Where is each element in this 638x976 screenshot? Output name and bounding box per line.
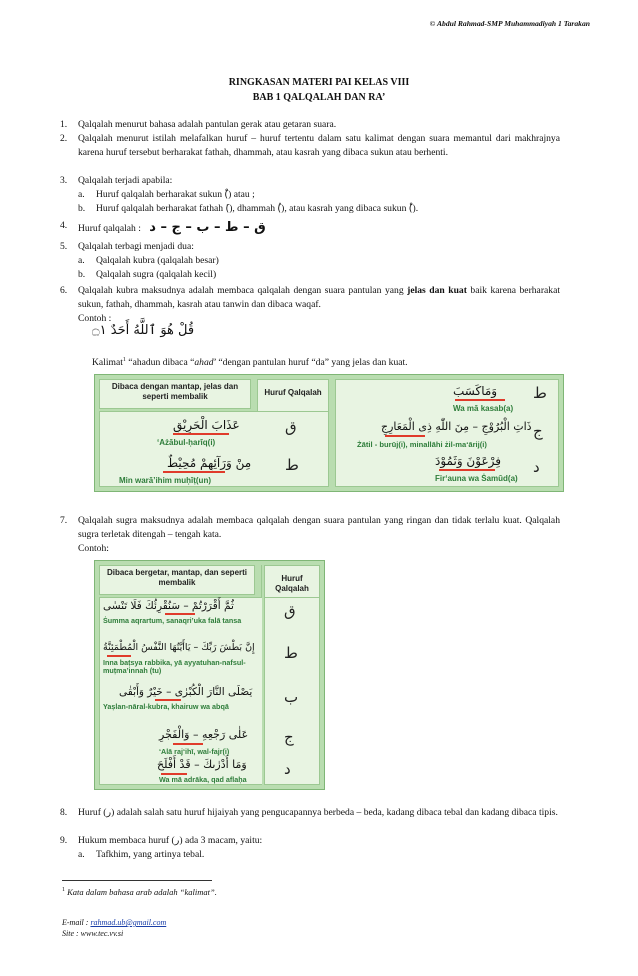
- ayah-latin: Wa mā kasab(a): [453, 404, 514, 413]
- qalqalah-underline: [165, 613, 195, 615]
- page-header: © Abdul Rahmad-SMP Muhammadiyah 1 Tarakan: [429, 19, 590, 28]
- emphasis-text: jelas dan kuat: [407, 285, 467, 296]
- table-head-right: Huruf Qalqalah: [264, 565, 320, 599]
- table-letter: ج: [284, 728, 294, 746]
- sub-item-a: a. Qalqalah kubra (qalqalah besar): [78, 254, 219, 266]
- qalqalah-underline: [163, 471, 225, 473]
- qalqalah-underline: [173, 743, 203, 745]
- qalqalah-underline: [107, 655, 131, 657]
- qalqalah-underline: [385, 435, 425, 437]
- ayah-latin: Min warā’ihim muḥīṭ(un): [119, 476, 211, 485]
- ayah-latin: ‘Ażābul-ḥarīq(i): [157, 438, 216, 447]
- item-number: 3.: [60, 175, 68, 186]
- site-link[interactable]: www.tec.vv.si: [80, 928, 124, 938]
- ayah-latin: Ṡumma aqrartum, sanaqri’uka falā tansa: [103, 616, 242, 625]
- item-text: Huruf qalqalah :: [78, 223, 141, 234]
- table-head-right: Huruf Qalqalah: [257, 379, 329, 413]
- footnote-divider: [62, 880, 212, 881]
- footnote: $^1$ Kata dalam bahasa arab adalah “kalimat”.: [62, 887, 217, 897]
- qalqalah-sugra-letter-column: [262, 560, 325, 790]
- contoh-label: Contoh:: [78, 542, 109, 554]
- ayah-arabic: مِنْ وَرَآئِهِمْ مُحِيْطٌ: [167, 456, 252, 470]
- sub-item-b: b. Huruf qalqalah berharakat fathah (َ), dhammah (ُ), atau kasrah yang dibaca sukun (ْ).: [78, 202, 419, 214]
- item-1: [60, 118, 560, 132]
- example-note: Kalimat$^1$ “ahadun dibaca “ahad’ “dengan pantulan huruf “da” yang jelas dan kuat.: [92, 357, 408, 369]
- ayah-arabic: فِرْعَوْنَ وَثَمُوْدَ: [435, 454, 501, 468]
- qalqalah-underline: [173, 433, 229, 435]
- example-ayah: قُلْ هُوَ ٱللَّهُ أَحَدٌ ۝١: [92, 323, 195, 338]
- item-text: Huruf (ر) adalah salah satu huruf hijaiyah yang pengucapannya berbeda – beda, kadang dibaca tebal dan kadang dibaca tipis.: [78, 807, 558, 818]
- qalqalah-sugra-table: [94, 560, 276, 790]
- sub-item-a: a. Tafkhim, yang artinya tebal.: [78, 848, 205, 860]
- page-title: [0, 76, 638, 105]
- table-letter: ق: [284, 602, 296, 620]
- ayah-latin: Fir‘auna wa Ṡamūd(a): [435, 474, 518, 483]
- ayah-arabic: يَصْلَى النَّارَ الْكُبْرٰى – خَيْرٌ وَأَبْقٰى: [119, 686, 253, 698]
- ayah-latin: Wa mā adrāka, qad aflaḥa: [159, 775, 247, 784]
- ayah-arabic: ذَاتِ الْبُرُوْجِ – مِنَ اللّٰهِ ذِى الْمَعَارِجِ: [381, 420, 532, 433]
- table-letter: ج: [533, 422, 543, 440]
- item-number: 4.: [60, 220, 68, 231]
- item-3: [60, 174, 560, 216]
- table-head-left: Dibaca dengan mantap, jelas dan seperti membalik: [99, 379, 251, 409]
- ayah-arabic: عَلٰى رَجْعِهِ – وَالْفَجْرِ: [159, 728, 249, 741]
- item-6: [60, 284, 560, 326]
- item-text: Qalqalah terbagi menjadi dua:: [78, 241, 194, 252]
- item-9: [60, 834, 560, 862]
- email-link[interactable]: rahmad.ub@gmail.com: [90, 918, 167, 927]
- page-footer: [62, 918, 166, 940]
- table-letter: ط: [533, 384, 547, 402]
- ayah-latin: Żātil - burūj(i), minallāhi żil-ma‘ārij(i): [357, 440, 487, 449]
- footer-email: E-mail : rahmad.ub@gmail.com: [62, 918, 167, 927]
- item-text: Qalqalah kubra maksudnya adalah membaca qalqalah dengan suara pantulan yang: [78, 285, 408, 296]
- item-number: 6.: [60, 285, 68, 296]
- table-letter: ب: [284, 688, 299, 706]
- qalqalah-underline: [455, 399, 505, 401]
- table-letter: ط: [285, 456, 299, 474]
- item-number: 1.: [60, 119, 68, 130]
- footer-site: Site : www.tec.vv.si: [62, 928, 124, 938]
- item-text: Qalqalah menurut bahasa adalah pantulan gerak atau getaran suara.: [78, 119, 337, 130]
- ayah-latin: ‘Alā raj‘ihī, wal-fajr(i): [159, 747, 230, 756]
- ayah-latin: Inna baṭsya rabbika, yā ayyatuhan-nafsul-muṭma’innah (tu): [103, 658, 246, 676]
- contoh-label: Contoh :: [78, 312, 112, 324]
- table-letter: د: [284, 760, 291, 778]
- ayah-arabic: إِنَّ بَطْشَ رَبِّكَ – يَاأَيَّتُهَا النَّفْسُ الْمُطْمَئِنَّةُ: [103, 642, 255, 653]
- item-text-cont: baik karena berharakat sukun, fathah, dhammah, kasrah atau tanwin dan dibaca waqaf.: [78, 285, 560, 310]
- item-number: 9.: [60, 835, 68, 846]
- sub-item-b: b. Qalqalah sugra (qalqalah kecil): [78, 268, 217, 280]
- qalqalah-letters: ق – ط – ب – ج – د: [149, 220, 266, 235]
- sub-item-a: a. Huruf qalqalah berharakat sukun (ْ) atau ;: [78, 188, 255, 200]
- table-head-left: Dibaca bergetar, mantap, dan seperti membalik: [99, 565, 255, 595]
- table-letter: ط: [284, 644, 298, 662]
- item-text: Qalqalah terjadi apabila:: [78, 175, 173, 186]
- item-text: Qalqalah sugra maksudnya adalah membaca qalqalah dengan suara pantulan yang ringan dan tidak terlalu kuat. Qalqalah sugra terletak ditengah – tengah kata.: [78, 515, 560, 540]
- title-line-1: RINGKASAN MATERI PAI KELAS VIII: [228, 77, 410, 88]
- item-8: [60, 806, 560, 820]
- ayah-arabic: وَمَا أَدْرٰىكَ – قَدْ أَفْلَحَ: [157, 758, 247, 771]
- item-5: [60, 240, 560, 282]
- ayah-arabic: عَذَابَ الْحَرِيْقِ: [173, 418, 240, 432]
- qalqalah-underline: [439, 469, 495, 471]
- qalqalah-underline: [155, 699, 181, 701]
- item-number: 2.: [60, 133, 68, 144]
- item-text: Qalqalah menurut istilah melafalkan huruf – huruf tertentu dalam satu kalimat dengan suara memantul dari makhrajnya karena huruf tersebut berharakat fathah, dhammah, atau kasrah yang dibaca sukun atau berhenti.: [78, 133, 560, 158]
- table-letter: د: [533, 458, 540, 476]
- ayah-latin: Yaṣlan-nāral-kubra, khairuw wa abqā: [103, 702, 229, 711]
- table-letter: ق: [285, 418, 297, 436]
- title-line-2: BAB 1 QALQALAH DAN RA’: [252, 91, 386, 103]
- footnote-ref: 1: [122, 357, 126, 363]
- item-2: [60, 132, 560, 160]
- ayah-arabic: وَمَاكَسَبَ: [453, 384, 498, 398]
- item-number: 7.: [60, 515, 68, 526]
- item-7: [60, 514, 560, 556]
- ayah-arabic: ثُمَّ أَقْرَرْتُمْ – سَنُقْرِئُكَ فَلَا تَنْسٰى: [103, 600, 234, 612]
- item-number: 8.: [60, 807, 68, 818]
- item-4: [60, 219, 560, 238]
- item-number: 5.: [60, 241, 68, 252]
- item-text: Hukum membaca huruf (ر) ada 3 macam, yaitu:: [78, 835, 263, 846]
- qalqalah-kubra-table: [94, 374, 564, 492]
